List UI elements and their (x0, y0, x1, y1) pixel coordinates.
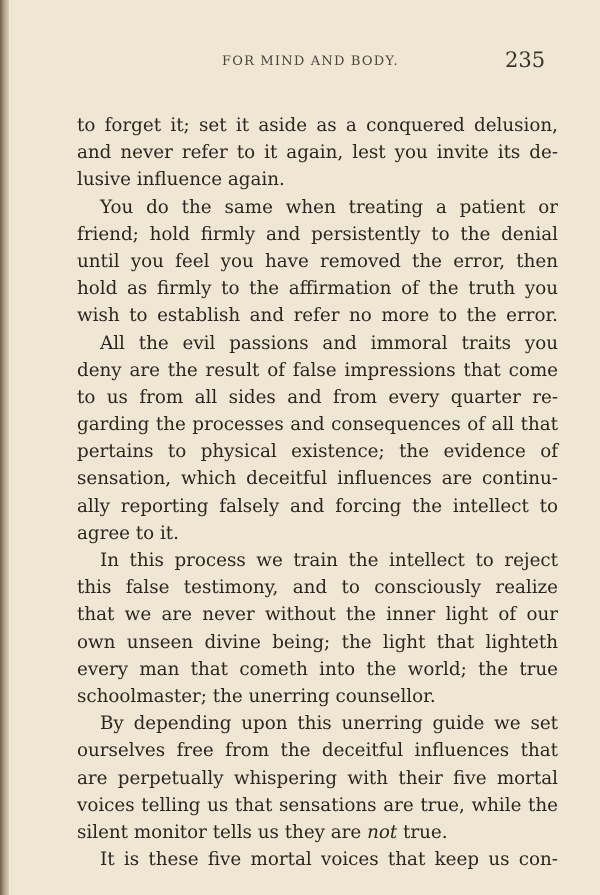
line-text: garding the processes and consequences of all that (77, 414, 558, 436)
line-text: ally reporting falsely and forcing the intellect to (77, 495, 558, 517)
text-line (77, 411, 558, 438)
line-text: friend; hold firmly and persistently to the denial (77, 223, 558, 245)
text-line (77, 601, 558, 628)
line-text: every man that cometh into the world; the true (77, 658, 558, 680)
line-text: voices telling us that sensations are true, while the (77, 794, 558, 816)
line-text: silent monitor tells us they are (77, 821, 368, 843)
line-text: true. (397, 821, 448, 843)
line-text: that we are never without the inner light of our (77, 604, 558, 626)
text-line (77, 275, 558, 302)
text-line (77, 139, 558, 166)
line-text: wish to establish and refer no more to the error. (77, 305, 558, 327)
text-line (77, 248, 558, 275)
text-line (77, 221, 558, 248)
text-line (77, 302, 558, 329)
text-line (77, 384, 558, 411)
text-line (77, 112, 558, 139)
page-header (0, 48, 600, 78)
text-line (77, 438, 558, 465)
text-line (77, 465, 558, 492)
line-text: sensation, which deceitful influences are continu- (77, 468, 558, 490)
text-line (77, 683, 558, 710)
line-text: are perpetually whispering with their five mortal (77, 767, 558, 789)
line-text: and never refer to it again, lest you invite its de- (77, 142, 558, 164)
line-text: agree to it. (77, 522, 179, 544)
text-line (77, 656, 558, 683)
text-line (77, 792, 558, 819)
line-text: schoolmaster; the unerring counsellor. (77, 685, 436, 707)
line-text: lusive influence again. (77, 169, 285, 191)
text-line (77, 819, 558, 846)
line-text: to forget it; set it aside as a conquered delusion, (77, 115, 558, 136)
text-line (77, 737, 558, 764)
line-text: You do the same when treating a patient or (100, 196, 558, 218)
line-text: ourselves free from the deceitful influences that (77, 740, 558, 762)
running-title: FOR MIND AND BODY. (222, 54, 399, 69)
text-line (77, 357, 558, 384)
text-line (77, 194, 558, 221)
text-line (77, 493, 558, 520)
page-body-text (77, 112, 558, 873)
text-line (77, 629, 558, 656)
text-line (77, 520, 558, 547)
line-text: until you feel you have removed the error, then (77, 250, 558, 272)
line-text: own unseen divine being; the light that lighteth (77, 631, 558, 653)
line-text: By depending upon this unerring guide we set (100, 713, 558, 735)
text-line (77, 547, 558, 574)
line-text: pertains to physical existence; the evidence of (77, 441, 558, 463)
text-line (77, 765, 558, 792)
text-line (77, 330, 558, 357)
line-text: In this process we train the intellect to reject (100, 550, 558, 571)
line-text: It is these five mortal voices that keep us con- (100, 849, 558, 871)
text-line (77, 710, 558, 737)
line-text: hold as firmly to the affirmation of the truth you (77, 278, 558, 300)
line-text: deny are the result of false impressions that come (77, 359, 558, 381)
line-text: this false testimony, and to consciously realize (77, 577, 558, 599)
italic-text: not (367, 821, 398, 843)
page-number: 235 (505, 48, 546, 72)
line-text: All the evil passions and immoral traits you (100, 332, 558, 354)
book-binding-edge (0, 0, 9, 895)
line-text: to us from all sides and from every quarter re- (77, 386, 558, 408)
text-line (77, 846, 558, 873)
text-line (77, 166, 558, 193)
text-line (77, 574, 558, 601)
